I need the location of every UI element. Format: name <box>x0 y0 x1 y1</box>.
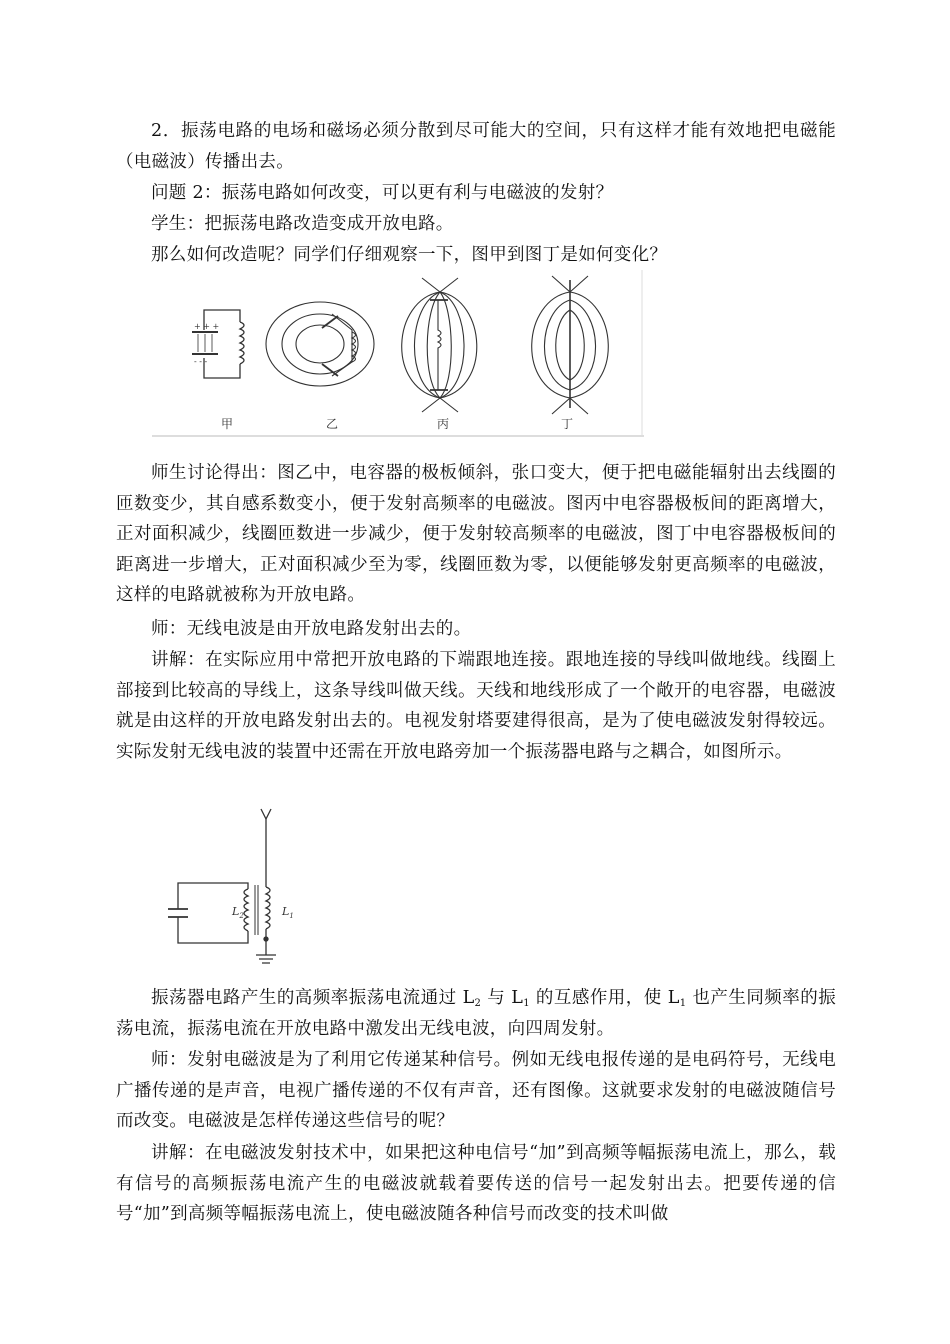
paragraph-question-2: 问题 2：振荡电路如何改变，可以更有利与电磁波的发射？ <box>151 183 614 203</box>
label-l2: $L_2$ <box>232 905 244 920</box>
paragraph-observe-prompt: 那么如何改造呢？同学们仔细观察一下，图甲到图丁是如何变化？ <box>151 245 668 265</box>
svg-text:+ + +: + + + <box>194 322 220 331</box>
svg-text:- - -: - - - <box>194 357 208 366</box>
p8-text-c: 的互感作用，使 L <box>529 988 680 1008</box>
label-l1: $L_1$ <box>282 905 294 920</box>
open-circuit-evolution-figure <box>152 270 644 438</box>
figure1-label-ding: 丁 <box>560 417 574 431</box>
p8-text-b: 与 L <box>481 988 524 1008</box>
paragraph-teacher-statement: 师：无线电波是由开放电路发射出去的。 <box>151 619 472 639</box>
paragraph-1: 2．振荡电路的电场和磁场必须分散到尽可能大的空间，只有这样才能有效地把电磁能（电磁波）传播出去。 <box>116 121 836 172</box>
figure1-label-bing: 丙 <box>436 417 450 431</box>
figure1-label-yi: 乙 <box>325 417 339 431</box>
paragraph-explanation-1: 讲解：在实际应用中常把开放电路的下端跟地连接。跟地连接的导线叫做地线。线圈上部接到比较高的导线上，这条导线叫做天线。天线和地线形成了一个敞开的电容器，电磁波就是由这样的开放电路发射出去的。电视发射塔要建得很高，是为了使电磁波发射得较远。实际发射无线电波的装置中还需在开放电路旁加一个振荡器电路与之耦合，如图所示。 <box>116 650 836 762</box>
p8-sub-3: 1 <box>679 998 687 1009</box>
paragraph-discussion: 师生讨论得出：图乙中，电容器的极板倾斜，张口变大，便于把电磁能辐射出去线圈的匝数变少，其自感系数变小，便于发射高频率的电磁波。图丙中电容器极板间的距离增大，正对面积减少，线圈匝数进一步减少，便于发射较高频率的电磁波，图丁中电容器极板间的距离进一步增大，正对面积减少至为零，线圈匝数为零，以便能够发射更高频率的电磁波，这样的电路就被称为开放电路。 <box>116 463 836 605</box>
p8-sub-1: 2 <box>474 998 482 1009</box>
paragraph-explanation-2: 讲解：在电磁波发射技术中，如果把这种电信号“加”到高频等幅振荡电流上，那么，载有信号的高频振荡电流产生的电磁波就载着要传送的信号一起发射出去。把要传递的信号“加”到高频等幅振荡电流上，使电磁波随各种信号而改变的技术叫做 <box>116 1143 836 1224</box>
p8-text-a: 振荡器电路产生的高频率振荡电流通过 L <box>151 988 475 1008</box>
paragraph-student-answer: 学生：把振荡电路改造变成开放电路。 <box>151 214 454 234</box>
p8-text-d: 也产生同频率的振荡电流，振荡电流在开放电路中激发出无线电波，向四周发射。 <box>116 988 837 1039</box>
paragraph-oscillator-coupling <box>116 983 836 1044</box>
p8-sub-2: 1 <box>523 998 530 1009</box>
figure1-label-jia: 甲 <box>220 417 234 431</box>
oscillator-coupling-figure <box>152 797 312 977</box>
paragraph-teacher-signals: 师：发射电磁波是为了利用它传递某种信号。例如无线电报传递的是电码符号，无线电广播传递的是声音，电视广播传递的不仅有声音，还有图像。这就要求发射的电磁波随信号而改变。电磁波是怎样传递这些信号的呢？ <box>116 1050 836 1131</box>
